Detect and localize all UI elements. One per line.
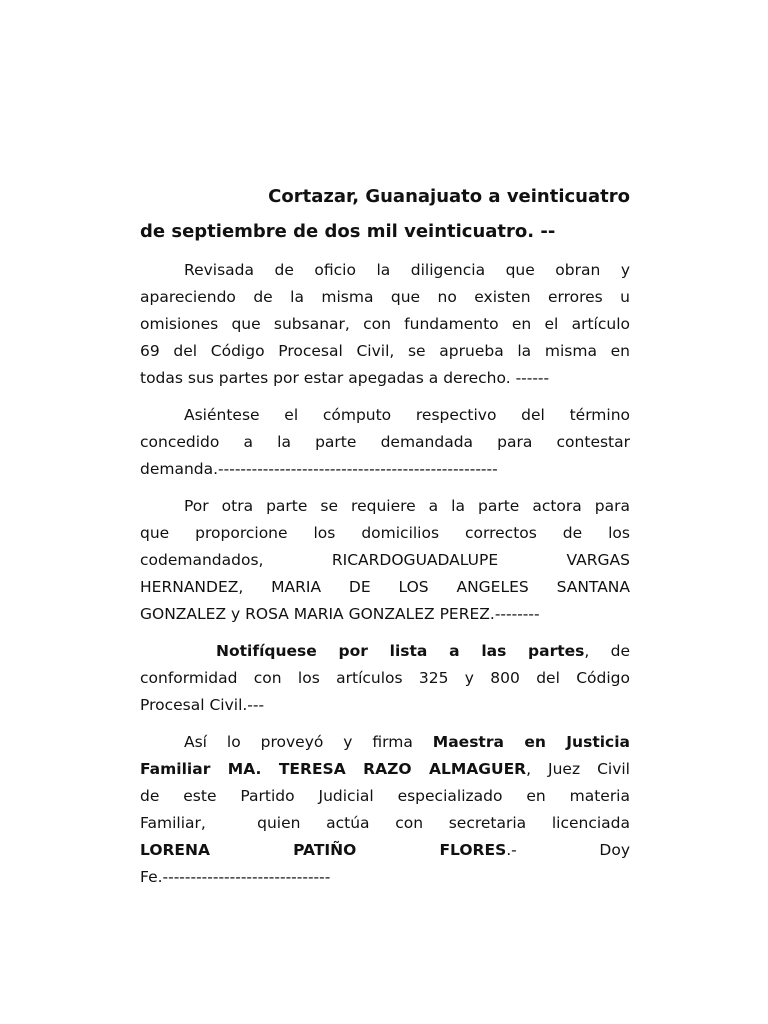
paragraph-line: Procesal Civil.---	[140, 696, 265, 714]
paragraph-line	[140, 756, 630, 783]
paragraph-line: demanda.--------------------------------------------------	[140, 460, 498, 478]
judge-role: , Juez Civil	[526, 760, 630, 778]
paragraph-computation	[140, 402, 630, 483]
heading-line-1: Cortazar, Guanajuato a veinticuatro	[268, 186, 630, 207]
paragraph-line: HERNANDEZ, MARIA DE LOS ANGELES SANTANA	[140, 578, 630, 596]
paragraph-line: que proporcione los domicilios correctos de los	[140, 524, 630, 542]
notification-bold: Notifíquese por lista a las partes	[216, 642, 585, 660]
secretary-name: LORENA PATIÑO FLORES	[140, 841, 507, 859]
paragraph-line	[140, 638, 630, 665]
paragraph-line	[140, 837, 630, 864]
paragraph-line: Asiéntese el cómputo respectivo del término	[184, 406, 630, 424]
paragraph-notification	[140, 638, 630, 719]
paragraph-line: codemandados, RICARDOGUADALUPE VARGAS	[140, 551, 630, 569]
paragraph-line: conformidad con los artículos 325 y 800 del Código	[140, 669, 630, 687]
paragraph-line: Fe.------------------------------	[140, 868, 331, 886]
judge-name: Familiar MA. TERESA RAZO ALMAGUER	[140, 760, 527, 778]
paragraph-line: Revisada de oficio la diligencia que obran y	[184, 261, 630, 279]
signature-intro: Así lo proveyó y firma	[184, 733, 433, 751]
document-body	[140, 257, 630, 901]
secretary-rest: .- Doy	[506, 841, 630, 859]
paragraph-addresses	[140, 493, 630, 628]
paragraph-line: apareciendo de la misma que no existen errores u	[140, 288, 630, 306]
paragraph-line: todas sus partes por estar apegadas a derecho. ------	[140, 369, 550, 387]
paragraph-line: omisiones que subsanar, con fundamento en el artículo	[140, 315, 630, 333]
paragraph-line: 69 del Código Procesal Civil, se aprueba la misma en	[140, 342, 630, 360]
paragraph-line: Por otra parte se requiere a la parte actora para	[184, 497, 630, 515]
signature-title: Maestra en Justicia	[432, 733, 630, 751]
heading-line-2: de septiembre de dos mil veinticuatro. --	[140, 221, 556, 242]
paragraph-signature	[140, 729, 630, 891]
paragraph-line: Familiar, quien actúa con secretaria licenciada	[140, 814, 630, 832]
paragraph-line: de este Partido Judicial especializado en materia	[140, 787, 630, 805]
paragraph-line	[140, 729, 630, 756]
document-heading	[140, 179, 630, 249]
paragraph-review	[140, 257, 630, 392]
notification-rest: , de	[584, 642, 630, 660]
paragraph-line: concedido a la parte demandada para contestar	[140, 433, 630, 451]
paragraph-line: GONZALEZ y ROSA MARIA GONZALEZ PEREZ.--------	[140, 605, 540, 623]
